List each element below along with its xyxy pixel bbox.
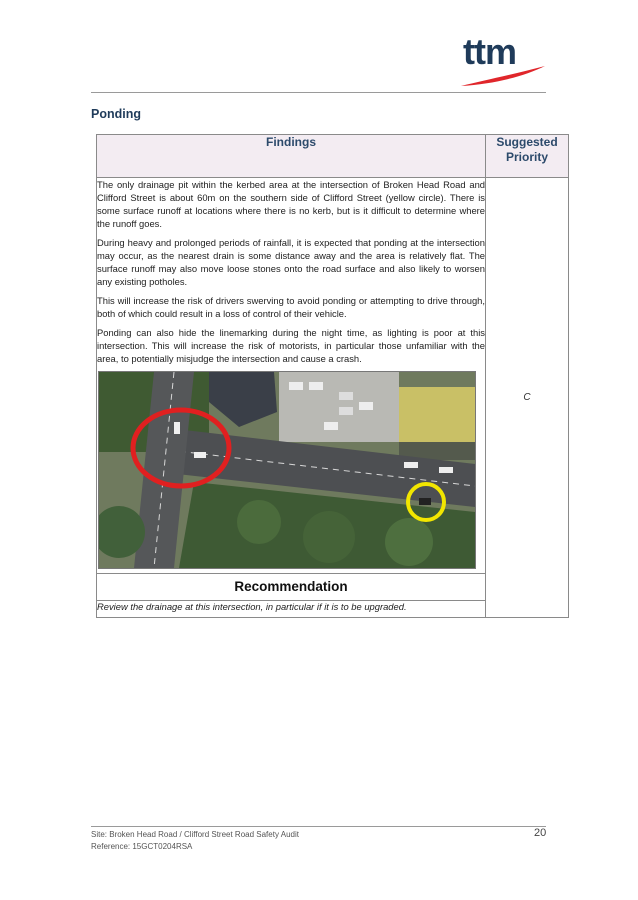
footer-site: Site: Broken Head Road / Clifford Street Road Safety Audit	[91, 830, 299, 839]
finding-paragraph: The only drainage pit within the kerbed area at the intersection of Broken Head Road and Clifford Street is about 60m on the southern side of Clifford Street (yellow circle). There is some surface runoff at locations where there is no kerb, but is it difficult to determine where the runoff goes.	[97, 179, 485, 229]
footer-info	[91, 829, 299, 853]
section-title: Ponding	[91, 107, 141, 121]
ttm-logo	[455, 30, 555, 90]
logo-swoosh-icon	[455, 64, 550, 90]
header-rule	[91, 92, 546, 93]
footer-rule	[91, 826, 546, 827]
logo-text: ttm	[463, 31, 516, 72]
priority-header: Suggested Priority	[486, 135, 569, 178]
recommendation-heading: Recommendation	[97, 574, 486, 601]
findings-cell	[97, 178, 486, 574]
priority-cell: C	[486, 178, 569, 618]
footer-reference: Reference: 15GCT0204RSA	[91, 842, 193, 851]
findings-header: Findings	[97, 135, 486, 178]
recommendation-text: Review the drainage at this intersection, in particular if it is to be upgraded.	[97, 601, 486, 618]
finding-paragraph: This will increase the risk of drivers swerving to avoid ponding or attempting to drive through, both of which could result in a loss of control of their vehicle.	[97, 295, 485, 319]
findings-table	[96, 134, 569, 618]
finding-paragraph: Ponding can also hide the linemarking during the night time, as lighting is poor at this intersection. This will increase the risk of motorists, in particular those unfamiliar with the area, to potentially misjudge the intersection and cause a crash.	[97, 327, 485, 364]
aerial-photo	[98, 371, 476, 569]
finding-paragraph: During heavy and prolonged periods of rainfall, it is expected that ponding at the intersection may occur, as the nearest drain is some distance away and the area is relatively flat. The surface runoff may also move loose stones onto the road surface and also likely to worsen any existing potholes.	[97, 237, 485, 287]
page-number: 20	[534, 827, 547, 839]
